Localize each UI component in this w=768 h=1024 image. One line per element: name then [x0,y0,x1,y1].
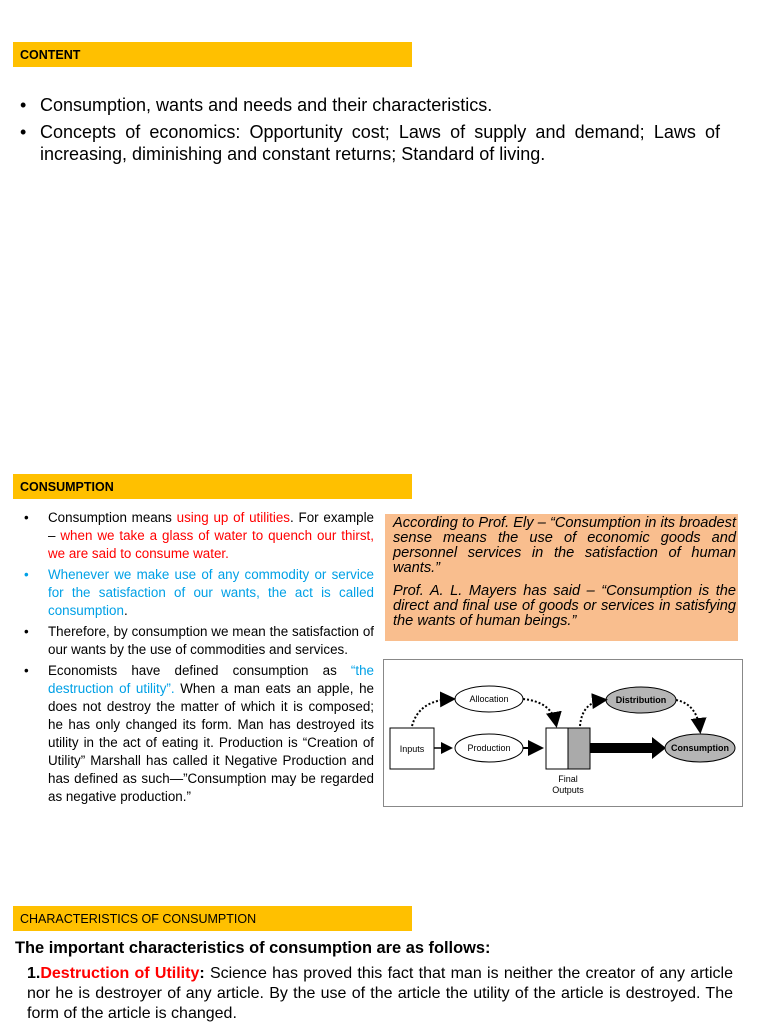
inputs-label: Inputs [399,744,425,754]
point1-text: Science has proved this fact that man is neither the creator of any article nor he is destroyer of any article. By the use of the article the utility of the article is destroyed. The form of the article is changed. [27,965,733,1022]
bullet1-example: when we take a glass of water to quench our thirst, we are said to consume water. [48,528,375,561]
final-outputs-label-1: Final [558,774,578,784]
distribution-label: Distribution [615,695,667,705]
bullet2-end: . [123,603,128,618]
consumption-label: Consumption [671,743,729,753]
allocation-to-outputs-arrow [523,699,556,724]
final-outputs-shaded-box [568,728,590,769]
consumption-list [10,509,374,809]
definition-quote-box [385,514,738,641]
bullet2-text: Whenever we make use of any commodity or service for the satisfaction of our wants, the act is called consumption [48,567,374,618]
content-item: • Concepts of economics: Opportunity cost; Laws of supply and demand; Laws of increasing, diminishing and constant returns; Standard of living. [10,121,720,166]
quote-ely: According to Prof. Ely – “Consumption in its broadest sense means the use of economic goods and personnel services in the satisfaction of human wants.” [393,515,736,576]
bullet4-text: Economists have defined consumption as [48,663,351,678]
inputs-to-allocation-arrow [412,699,452,726]
point1-colon: : [199,965,205,982]
bullet4-highlight: “the destruction of utility”. [48,663,374,696]
content-section-header [13,42,412,67]
bullet1-highlight: using up of utilities [176,510,291,525]
consumption-flow-diagram [383,659,743,807]
consumption-bullet-3: • Therefore, by consumption we mean the satisfaction of our wants by the use of commodities and services. [10,623,374,659]
bullet1-text: Consumption means [48,510,177,525]
content-list [10,94,720,170]
consumption-header-label: CONSUMPTION [20,479,114,494]
characteristic-point-1 [27,964,733,1024]
production-label: Production [467,743,511,753]
characteristics-header-label: CHARACTERISTICS OF CONSUMPTION [20,911,257,926]
characteristics-intro: The important characteristics of consumption are as follows: [15,939,491,957]
consumption-bullet-1 [10,509,374,563]
outputs-to-distribution-arrow [580,700,604,726]
content-item: • Consumption, wants and needs and their characteristics. [10,94,720,117]
quote-mayers: Prof. A. L. Mayers has said – “Consumption is the direct and final use of goods or services in satisfying the wants of human beings.” [393,583,736,629]
content-header-label: CONTENT [20,47,81,62]
point1-number: 1. [27,965,41,982]
bullet4-text-b: When a man eats an apple, he does not destroy the matter of which it is composed; he has only changed its form. Man has destroyed its utility in the act of eating it. Production is “Creation of Utility” Marshall has called it Negative Production and has defined as such—”Consumption may be regarded as negative production.” [48,681,374,804]
consumption-section-header [13,474,412,499]
consumption-bullet-2 [10,566,374,620]
final-outputs-box [546,728,568,769]
final-outputs-label-2: Outputs [552,785,584,795]
distribution-to-consumption-arrow [676,700,700,730]
characteristics-section-header [13,906,412,931]
outputs-to-consumption-arrow [590,737,666,759]
bullet1-text-b: . For example – [48,510,374,543]
point1-title: Destruction of Utility [40,965,200,982]
consumption-bullet-4 [10,662,374,806]
flow-diagram-svg [384,660,742,806]
allocation-label: Allocation [469,694,509,704]
